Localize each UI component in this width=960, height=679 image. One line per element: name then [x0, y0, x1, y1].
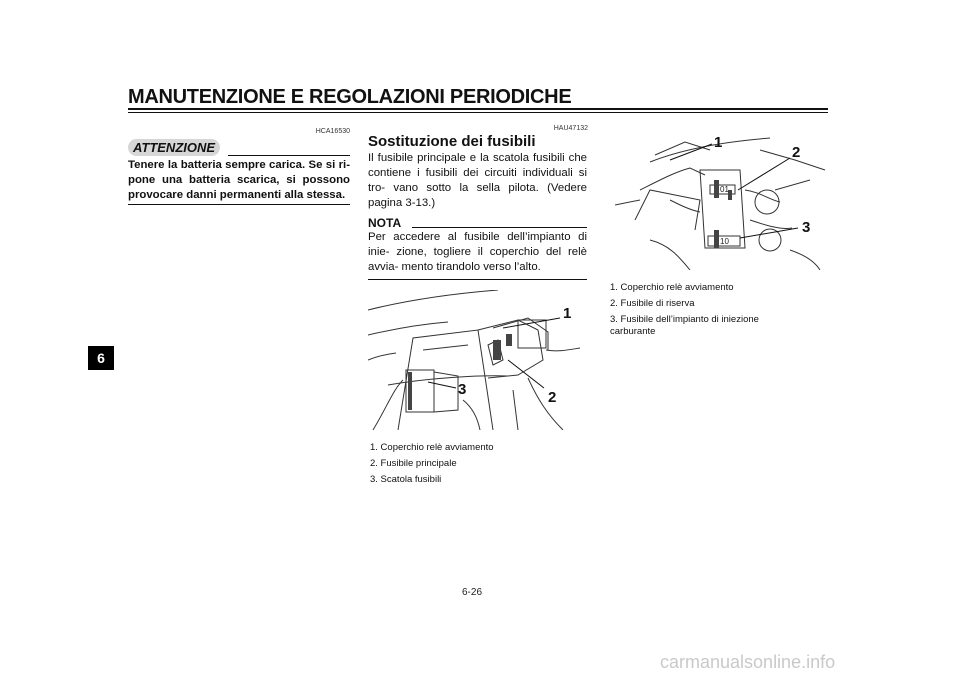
fig-left-caption-1: 1. Coperchio relè avviamento: [370, 442, 494, 453]
fig-left-label-2: 2: [548, 389, 557, 406]
fig-left-caption-3: 3. Scatola fusibili: [370, 474, 442, 485]
fig-right-caption-3: 3. Fusibile dell’impianto di iniezione carburante: [610, 314, 759, 337]
fuse-mark-01: 01: [720, 185, 729, 194]
note-text: Per accedere al fusibile dell’impianto di inie- zione, togliere il coperchio del relè avvia- mento tirandolo verso l’alto.: [368, 231, 587, 273]
fig-right-label-3: 3: [802, 219, 811, 236]
fuse-box-illustration: [610, 130, 830, 270]
warning-rule: [228, 155, 350, 156]
note-end-rule: [368, 279, 587, 280]
fig-left-caption-2: 2. Fusibile principale: [370, 458, 457, 469]
fig-left-captions: [370, 440, 494, 488]
warning-badge: ATTENZIONE: [128, 139, 220, 156]
warning-text: Tenere la batteria sempre carica. Se si ri- pone una batteria scarica, si possono provocare danni permanenti alla stessa.: [128, 159, 350, 201]
chapter-tab: 6: [88, 346, 114, 370]
warning-end-rule: [128, 204, 350, 205]
header-rule-thin: [128, 112, 828, 113]
fig-right-label-2: 2: [792, 144, 801, 161]
section-body: Il fusibile principale e la scatola fusibili che contiene i fusibili dei circuiti individuali si tro- vano sotto la sella pilota. (Vedere pagina 3-13.): [368, 152, 587, 209]
main-fuse-illustration: [368, 290, 588, 430]
warning-reference-code: HCA16530: [315, 128, 350, 135]
fig-left-label-3: 3: [458, 381, 467, 398]
page-number: 6-26: [462, 587, 483, 598]
fig-right-caption-2: 2. Fusibile di riserva: [610, 298, 695, 309]
header-rule: [128, 108, 828, 110]
fig-right-caption-1: 1. Coperchio relè avviamento: [610, 282, 734, 293]
fuse-mark-10: 10: [720, 237, 729, 246]
section-reference-code: HAU47132: [553, 125, 588, 132]
fig-right-label-1: 1: [714, 134, 723, 151]
section-title: Sostituzione dei fusibili: [368, 133, 536, 150]
note-rule: [412, 227, 587, 228]
watermark: carmanualsonline.info: [660, 652, 836, 672]
fig-right-captions: [610, 280, 820, 338]
page-header-title: MANUTENZIONE E REGOLAZIONI PERIODICHE: [128, 86, 572, 108]
fig-left-label-1: 1: [563, 305, 572, 322]
note-label: NOTA: [368, 216, 402, 230]
